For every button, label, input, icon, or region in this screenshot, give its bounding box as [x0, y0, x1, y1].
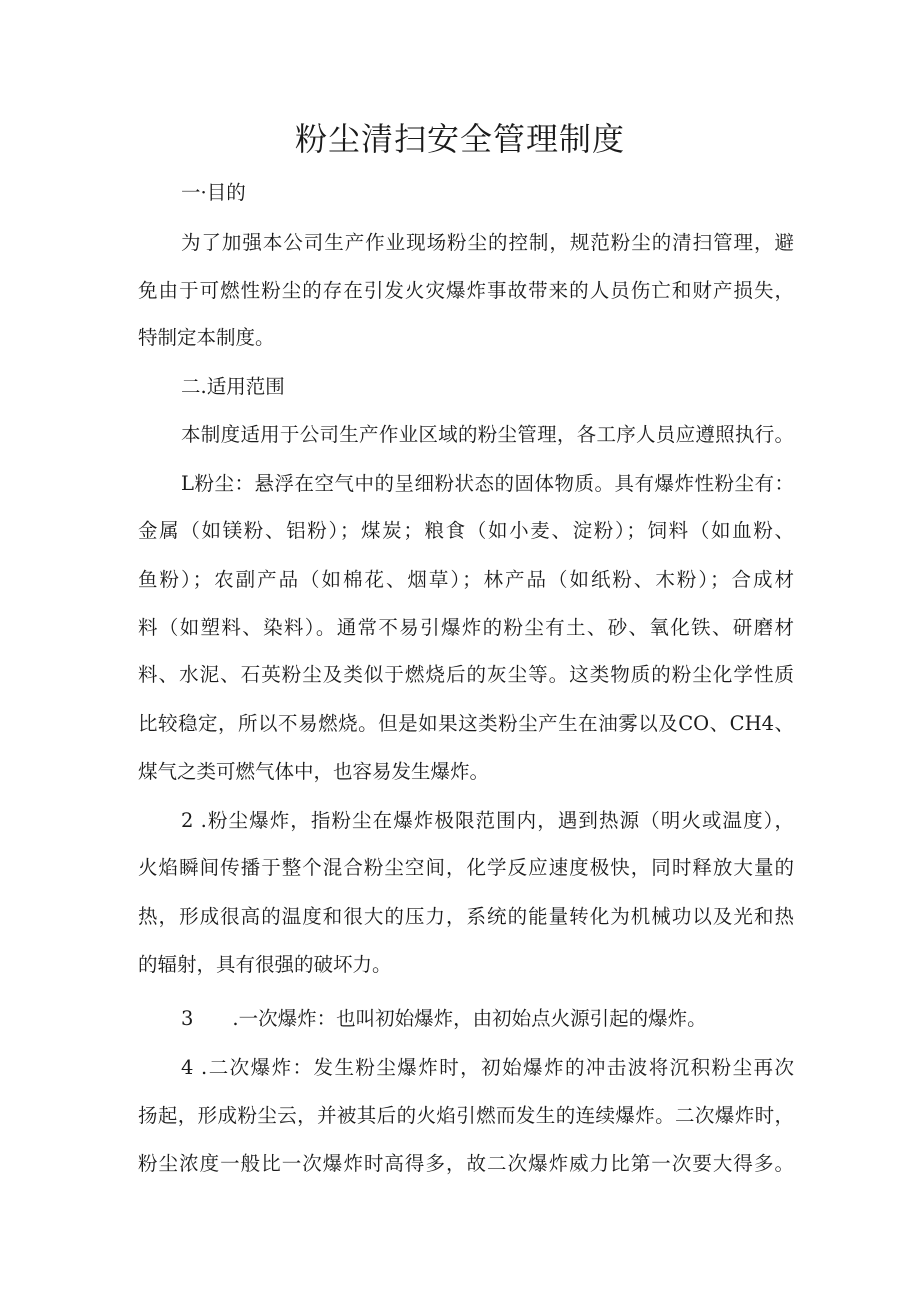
- item2-line: 火焰瞬间传播于整个混合粉尘空间，化学反应速度极快，同时释放大量的: [138, 856, 794, 879]
- item1-line: 比较稳定，所以不易燃烧。但是如果这类粉尘产生在油雾以及CO、CH4、: [138, 712, 794, 735]
- document-title: 粉尘清扫安全管理制度: [294, 120, 625, 158]
- item1-line: 料、水泥、石英粉尘及类似于燃烧后的灰尘等。这类物质的粉尘化学性质: [138, 663, 794, 686]
- paragraph-line: 为了加强本公司生产作业现场粉尘的控制，规范粉尘的清扫管理，避: [181, 231, 794, 254]
- item1-line: 料（如塑料、染料）。通常不易引爆炸的粉尘有土、砂、氧化铁、研磨材: [138, 616, 794, 639]
- paragraph-line: 本制度适用于公司生产作业区域的粉尘管理，各工序人员应遵照执行。: [181, 423, 794, 446]
- item4-line: 4 .二次爆炸：发生粉尘爆炸时，初始爆炸的冲击波将沉积粉尘再次: [181, 1056, 794, 1079]
- paragraph-line: 特制定本制度。: [138, 326, 275, 349]
- item1-line: 鱼粉）；农副产品（如棉花、烟草）；林产品（如纸粉、木粉）；合成材: [138, 568, 794, 591]
- item1-line: L粉尘：悬浮在空气中的呈细粉状态的固体物质。具有爆炸性粉尘有：: [181, 472, 794, 495]
- item2-line: 的辐射，具有很强的破坏力。: [138, 953, 392, 976]
- item4-line: 粉尘浓度一般比一次爆炸时高得多，故二次爆炸威力比第一次要大得多。: [138, 1152, 794, 1175]
- item2-line: 热，形成很高的温度和很大的压力，系统的能量转化为机械功以及光和热: [138, 905, 794, 928]
- item4-line: 扬起，形成粉尘云，并被其后的火焰引燃而发生的连续爆炸。二次爆炸时，: [138, 1104, 794, 1127]
- paragraph-line: 免由于可燃性粉尘的存在引发火灾爆炸事故带来的人员伤亡和财产损失，: [138, 279, 794, 302]
- item1-line: 金属（如镁粉、铝粉）；煤炭；粮食（如小麦、淀粉）；饲料（如血粉、: [138, 519, 794, 542]
- section-heading-scope: 二.适用范围: [181, 375, 285, 398]
- item1-line: 煤气之类可燃气体中，也容易发生爆炸。: [138, 760, 490, 783]
- item2-line: 2 .粉尘爆炸，指粉尘在爆炸极限范围内，遇到热源（明火或温度），: [181, 809, 794, 832]
- section-heading-purpose: 一·目的: [181, 181, 246, 204]
- item3-line: 3 .一次爆炸：也叫初始爆炸，由初始点火源引起的爆炸。: [181, 1007, 707, 1030]
